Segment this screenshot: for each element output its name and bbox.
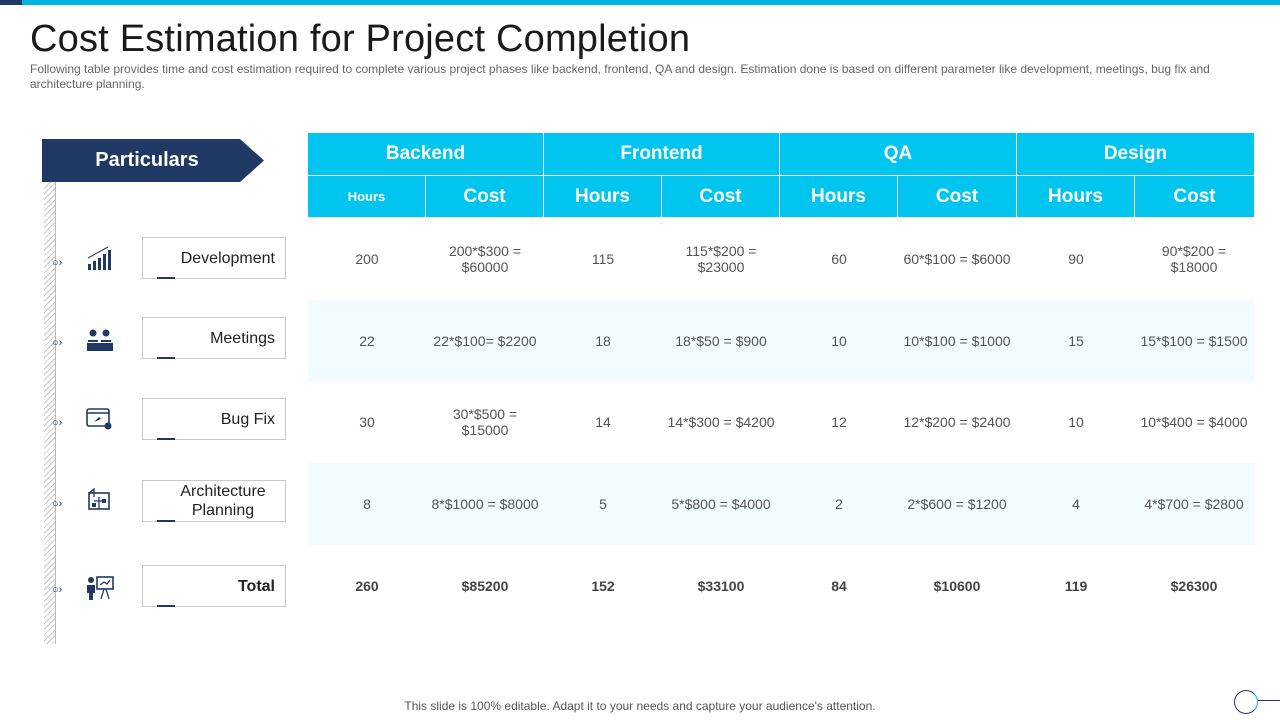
architecture-icon — [84, 487, 116, 515]
header-sub-hours: Hours — [544, 175, 662, 217]
corner-decoration-circle — [1234, 690, 1258, 714]
row-label-text: Bug Fix — [220, 410, 275, 428]
table-cell: 152 — [591, 578, 615, 594]
presenter-icon — [84, 574, 116, 602]
row-bullet-icon: ○› — [52, 417, 63, 429]
label-accent-line — [157, 357, 175, 359]
header-sub-hours: Hours — [1017, 175, 1135, 217]
label-accent-line — [157, 438, 175, 440]
table-cell: 10 — [831, 333, 847, 349]
table-cell: 15 — [1068, 333, 1084, 349]
table-cell: 90*$200 = $18000 — [1161, 243, 1227, 275]
slide-subtitle: Following table provides time and cost estimation required to complete various project phases like backend, frontend, QA and design. Estimation done is based on different parameter like development, meetings, bug fix and architecture planning. — [30, 62, 1210, 91]
table-row — [308, 300, 1254, 382]
header-sub-hours: Hours — [780, 175, 898, 217]
header-group-backend: Backend — [308, 133, 544, 175]
table-cell: 18 — [595, 333, 611, 349]
header-group-qa: QA — [780, 133, 1017, 175]
particulars-label: Particulars — [95, 149, 199, 171]
table-cell: 90 — [1068, 251, 1084, 267]
table-cell: 5*$800 = $4000 — [671, 496, 771, 512]
table-cell: $33100 — [697, 578, 745, 594]
table-cell: 115 — [591, 251, 615, 267]
table-row — [308, 463, 1254, 545]
row-label-development — [142, 237, 286, 279]
bug-fix-icon — [84, 405, 116, 433]
row-label-text: Architecture Planning — [180, 483, 266, 519]
table-cell: 30 — [359, 414, 375, 430]
top-accent-bar-dark — [0, 0, 22, 5]
corner-decoration-line — [1258, 700, 1280, 701]
table-cell: 2*$600 = $1200 — [907, 496, 1007, 512]
header-sub-hours: Hours — [308, 175, 426, 217]
label-accent-line — [157, 520, 175, 522]
row-label-total — [142, 565, 286, 607]
table-cell: 60*$100 = $6000 — [903, 251, 1011, 267]
table-header — [308, 133, 1254, 217]
table-cell: 5 — [599, 496, 607, 512]
row-label-text: Total — [237, 577, 275, 595]
header-sub-cost: Cost — [662, 175, 780, 217]
table-cell: 12 — [831, 414, 847, 430]
row-label-meetings — [142, 317, 286, 359]
table-cell: 22 — [359, 333, 375, 349]
table-cell: 10*$400 = $4000 — [1140, 414, 1248, 430]
top-accent-bar — [0, 0, 1280, 5]
footer-text: This slide is 100% editable. Adapt it to your needs and capture your audience's attention. — [404, 699, 876, 713]
hatched-timeline — [44, 182, 56, 644]
table-row — [308, 218, 1254, 300]
row-bullet-icon: ○› — [52, 257, 63, 269]
table-cell: 15*$100 = $1500 — [1140, 333, 1248, 349]
meeting-icon — [84, 326, 116, 354]
header-group-frontend: Frontend — [544, 133, 780, 175]
table-cell: $10600 — [933, 578, 981, 594]
table-cell: 119 — [1064, 578, 1088, 594]
table-cell: 84 — [831, 578, 847, 594]
table-cell: 200*$300 = $60000 — [448, 243, 522, 275]
bar-chart-icon — [84, 244, 116, 272]
table-cell: 14 — [595, 414, 611, 430]
header-group-design: Design — [1103, 143, 1168, 164]
table-cell: 115*$200 = $23000 — [685, 243, 757, 275]
table-cell: 4 — [1072, 496, 1080, 512]
table-cell: 10 — [1068, 414, 1084, 430]
row-label-text: Meetings — [210, 329, 275, 347]
label-accent-line — [157, 605, 175, 607]
table-cell: 60 — [831, 251, 847, 267]
row-label-architecture-planning — [142, 480, 286, 522]
header-sub-cost: Cost — [426, 175, 544, 217]
table-cell: $26300 — [1170, 578, 1218, 594]
table-cell: 18*$50 = $900 — [675, 333, 767, 349]
table-cell: $85200 — [461, 578, 509, 594]
row-bullet-icon: ○› — [52, 584, 63, 596]
table-cell: 8*$1000 = $8000 — [431, 496, 539, 512]
row-label-text: Development — [180, 249, 275, 267]
table-cell: 30*$500 = $15000 — [452, 406, 518, 438]
table-cell: 8 — [363, 496, 371, 512]
table-cell: 2 — [835, 496, 843, 512]
row-label-bug-fix — [142, 398, 286, 440]
slide-title: Cost Estimation for Project Completion — [30, 18, 691, 60]
table-cell: 14*$300 = $4200 — [667, 414, 775, 430]
table-row-total — [308, 545, 1254, 627]
table-cell: 12*$200 = $2400 — [903, 414, 1011, 430]
label-accent-line — [157, 277, 175, 279]
row-bullet-icon: ○› — [52, 498, 63, 510]
footer-note — [0, 699, 1280, 713]
header-sub-cost: Cost — [1135, 175, 1254, 217]
table-cell: 22*$100= $2200 — [433, 333, 537, 349]
table-cell: 260 — [355, 578, 379, 594]
table-cell: 4*$700 = $2800 — [1144, 496, 1244, 512]
particulars-banner — [42, 139, 264, 182]
row-bullet-icon: ○› — [52, 337, 63, 349]
table-cell: 10*$100 = $1000 — [903, 333, 1011, 349]
table-row — [308, 381, 1254, 463]
table-cell: 200 — [355, 251, 379, 267]
header-sub-cost: Cost — [898, 175, 1017, 217]
